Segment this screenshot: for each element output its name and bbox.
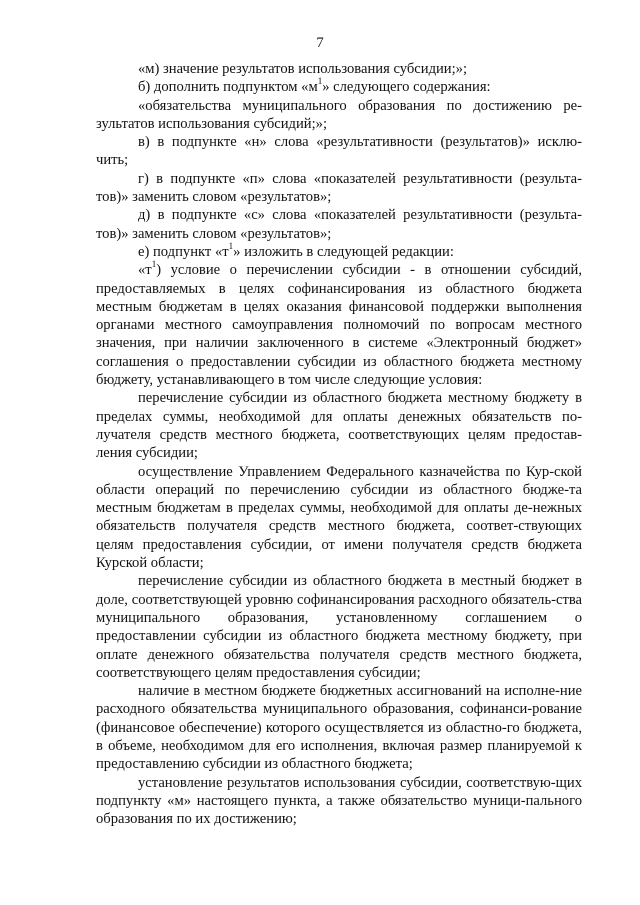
paragraph-t1-condition: «$т^1$) условие о перечислении субсидии - в отношении субсидий, предоставляемых в целях софинансирования из областного бюджета местным бюджетам в целях оказания финансовой поддержки выполнения органами местного самоуправления полномочий по вопросам местного значения, при наличии заключенного в системе «Электронный бюджет» соглашения о предоставлении субсидии из областного бюджета местному бюджету, устанавливающего в том числе следующие условия: <box>96 259 582 389</box>
paragraph-transfer-cofinancing-share: перечисление субсидии из областного бюджета в местный бюджет в доле, соответствующей уровню софинансирования расходного обязатель-ства муниципального образования, установленному соглашением о предоставлении субсидии из областного бюджета местному бюджету, при оплате денежного обязательства получателя средств местного бюджета, соответствующего целям предоставления субсидии; <box>96 573 582 681</box>
paragraph-obligations: «обязательства муниципального образования по достижению ре-зультатов использования субсидий;»; <box>96 97 582 132</box>
paragraph-g-replace: г) в подпункте «п» слова «показателей результативности (результа-тов)» заменить словом «результатов»; <box>96 170 582 206</box>
paragraph-treasury-operations: осуществление Управлением Федерального казначейства по Кур-ской области операций по перечислению субсидии из областного бюдже-та местным бюджетам в пределах суммы, необходимой для оплаты де-нежных обязательств получателя средств местного бюджета, соответ-ствующих целям предоставления субсидии, от имени получателя средств бюджета Курской области; <box>96 463 582 572</box>
paragraph-b-add-subitem: б) дополнить подпунктом «$м^1$» следующего содержания: <box>138 76 491 96</box>
paragraph-budget-allocations: наличие в местном бюджете бюджетных ассигнований на исполне-ние расходного обязательства муниципального образования, софинанси-рование (финансовое обеспечение) которого осуществляется из областно-го бюджета, в объеме, необходимом для его исполнения, включая размер планируемой к предоставлению субсидии из областного бюджета; <box>96 683 582 773</box>
paragraph-m-value: «м) значение результатов использования субсидии;»; <box>138 61 468 77</box>
page-number: 7 <box>316 35 324 51</box>
paragraph-e-restate: е) подпункт «$т^1$» изложить в следующей редакции: <box>138 241 454 260</box>
paragraph-v-exclude: в) в подпункте «н» слова «результативности (результатов)» исклю-чить; <box>96 134 582 169</box>
paragraph-results-establishment: установление результатов использования субсидии, соответствую-щих подпункту «м» настоящего пункта, а также обязательство муници-пального образования по их достижению; <box>96 774 582 828</box>
paragraph-transfer-within-amount: перечисление субсидии из областного бюджета местному бюджету в пределах суммы, необходимой для оплаты денежных обязательств по-лучателя средств местного бюджета, соответствующих целям предостав-ления субсидии; <box>96 390 582 462</box>
paragraph-d-replace: д) в подпункте «с» слова «показателей результативности (результа-тов)» заменить словом «результатов»; <box>96 207 582 242</box>
document-body <box>96 60 582 828</box>
